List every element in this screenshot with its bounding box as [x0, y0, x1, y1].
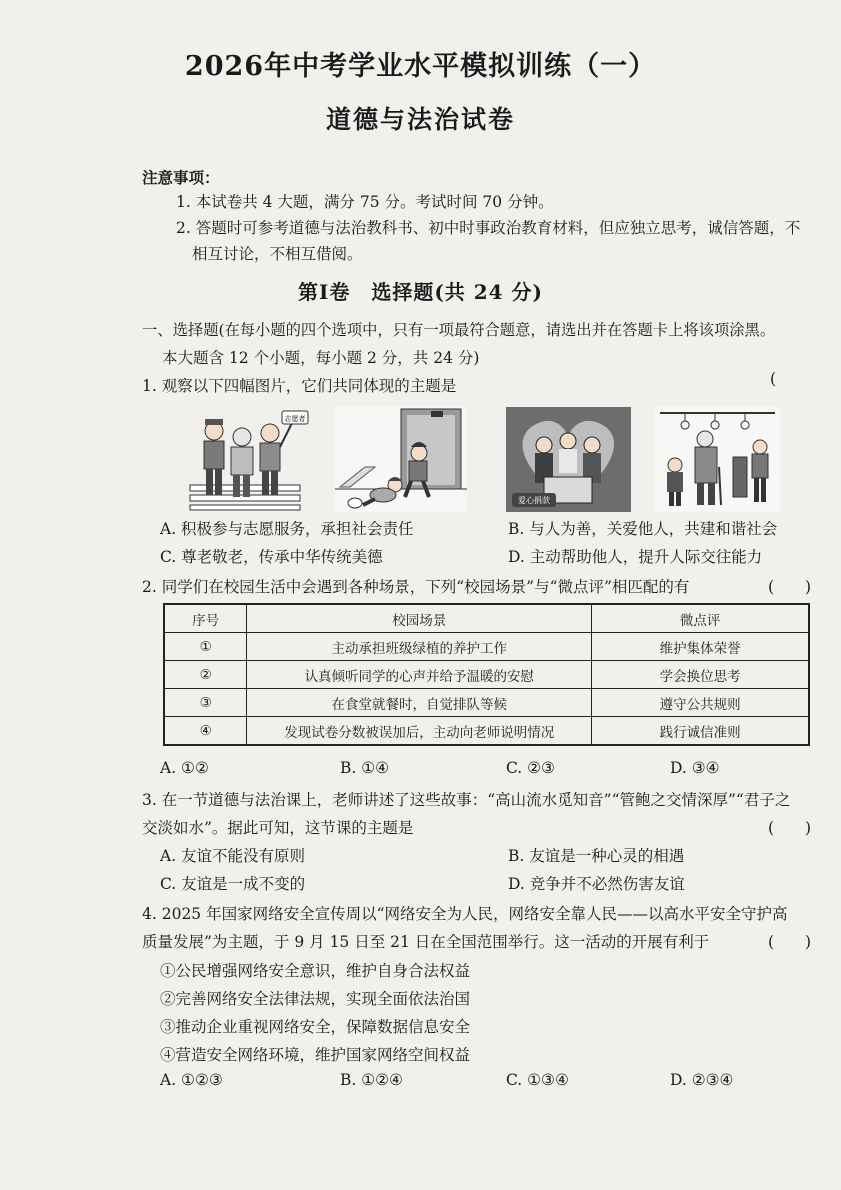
scene-comment-table — [163, 603, 810, 746]
q3-option-b[interactable]: B. 友谊是一种心灵的相遇 — [508, 847, 685, 865]
helping-fallen-child-picture — [335, 407, 467, 512]
q1-option-b[interactable]: B. 与人为善，关爱他人，共建和谐社会 — [508, 520, 778, 538]
table-row — [164, 689, 809, 717]
row-number: ② — [164, 661, 247, 689]
q2-option-d[interactable]: D. ③④ — [670, 759, 720, 777]
q1-stem: 1. 观察以下四幅图片，它们共同体现的主题是 — [142, 377, 457, 395]
q1-option-a[interactable]: A. 积极参与志愿服务，承担社会责任 — [160, 520, 414, 538]
notes-item-1: 1. 本试卷共 4 大题，满分 75 分。考试时间 70 分钟。 — [176, 193, 554, 211]
q1-option-c[interactable]: C. 尊老敬老，传承中华传统美德 — [160, 548, 383, 566]
row-comment: 遵守公共规则 — [592, 689, 809, 717]
q4-item-4: ④营造安全网络环境，维护国家网络空间权益 — [160, 1046, 471, 1064]
q2-option-a[interactable]: A. ①② — [160, 759, 209, 777]
q1-answer-paren: ( — [770, 370, 777, 388]
q3-option-c[interactable]: C. 友谊是一成不变的 — [160, 875, 306, 893]
crossing-street-helpers-picture — [180, 407, 312, 512]
row-scene: 发现试卷分数被误加后，主动向老师说明情况 — [247, 717, 592, 746]
exam-title: 2026年中考学业水平模拟训练（一） — [184, 51, 657, 82]
q4-item-2: ②完善网络安全法律法规，实现全面依法治国 — [160, 990, 471, 1008]
volunteer-sign-text: 志愿者 — [284, 415, 306, 423]
giving-seat-on-bus-picture — [655, 407, 780, 512]
q4-option-b[interactable]: B. ①②④ — [340, 1071, 403, 1089]
love-donation-picture — [506, 407, 631, 512]
row-scene: 认真倾听同学的心声并给予温暖的安慰 — [247, 661, 592, 689]
q4-item-1: ①公民增强网络安全意识，维护自身合法权益 — [160, 962, 471, 980]
section-title: 第Ⅰ卷 选择题(共 24 分) — [297, 280, 544, 304]
q4-stem: 4. 2025 年国家网络安全宣传周以“网络安全为人民，网络安全靠人民——以高水平安全守护高 — [142, 905, 788, 923]
notes-heading: 注意事项： — [142, 168, 220, 187]
q4-answer-paren: ( ) — [768, 933, 812, 951]
q3-answer-paren: ( ) — [768, 819, 812, 837]
q2-option-b[interactable]: B. ①④ — [340, 759, 390, 777]
q2-answer-paren: ( ) — [768, 578, 812, 596]
exam-subtitle: 道德与法治试卷 — [325, 105, 515, 134]
row-comment: 践行诚信准则 — [592, 717, 809, 746]
table-header-row — [164, 604, 809, 633]
header-number: 序号 — [164, 604, 247, 633]
table-row — [164, 633, 809, 661]
table-row — [164, 717, 809, 746]
notes-item-2: 2. 答题时可参考道德与法治教科书、初中时事政治教育材料，但应独立思考，诚信答题，不 — [176, 219, 801, 237]
q4-item-3: ③推动企业重视网络安全，保障数据信息安全 — [160, 1018, 471, 1036]
row-number: ④ — [164, 717, 247, 746]
q3-stem: 3. 在一节道德与法治课上，老师讲述了这些故事：“高山流水觅知音”“管鲍之交情深厚”“君子之 — [142, 791, 791, 809]
section-instruction-cont: 本大题含 12 个小题，每小题 2 分，共 24 分) — [162, 349, 480, 367]
donation-banner-text: 爱心捐款 — [518, 496, 550, 505]
row-number: ① — [164, 633, 247, 661]
q3-option-d[interactable]: D. 竞争并不必然伤害友谊 — [508, 875, 685, 893]
table-row — [164, 661, 809, 689]
row-scene: 在食堂就餐时，自觉排队等候 — [247, 689, 592, 717]
notes-item-2-cont: 相互讨论，不相互借阅。 — [192, 245, 363, 263]
q2-stem: 2. 同学们在校园生活中会遇到各种场景，下列“校园场景”与“微点评”相匹配的有 — [142, 578, 690, 596]
header-scene: 校园场景 — [247, 604, 592, 633]
q1-option-d[interactable]: D. 主动帮助他人，提升人际交往能力 — [508, 548, 763, 566]
row-comment: 维护集体荣誉 — [592, 633, 809, 661]
q4-stem-cont: 质量发展”为主题，于 9 月 15 日至 21 日在全国范围举行。这一活动的开展有利于 — [142, 933, 710, 951]
section-instruction: 一、选择题(在每小题的四个选项中，只有一项最符合题意，请选出并在答题卡上将该项涂黑。 — [142, 321, 776, 339]
row-scene: 主动承担班级绿植的养护工作 — [247, 633, 592, 661]
header-comment: 微点评 — [592, 604, 809, 633]
q3-option-a[interactable]: A. 友谊不能没有原则 — [160, 847, 306, 865]
q2-option-c[interactable]: C. ②③ — [506, 759, 555, 777]
q4-option-d[interactable]: D. ②③④ — [670, 1071, 734, 1089]
row-comment: 学会换位思考 — [592, 661, 809, 689]
q4-option-a[interactable]: A. ①②③ — [160, 1071, 223, 1089]
q3-stem-cont: 交淡如水”。据此可知，这节课的主题是 — [142, 819, 414, 837]
row-number: ③ — [164, 689, 247, 717]
q4-option-c[interactable]: C. ①③④ — [506, 1071, 569, 1089]
